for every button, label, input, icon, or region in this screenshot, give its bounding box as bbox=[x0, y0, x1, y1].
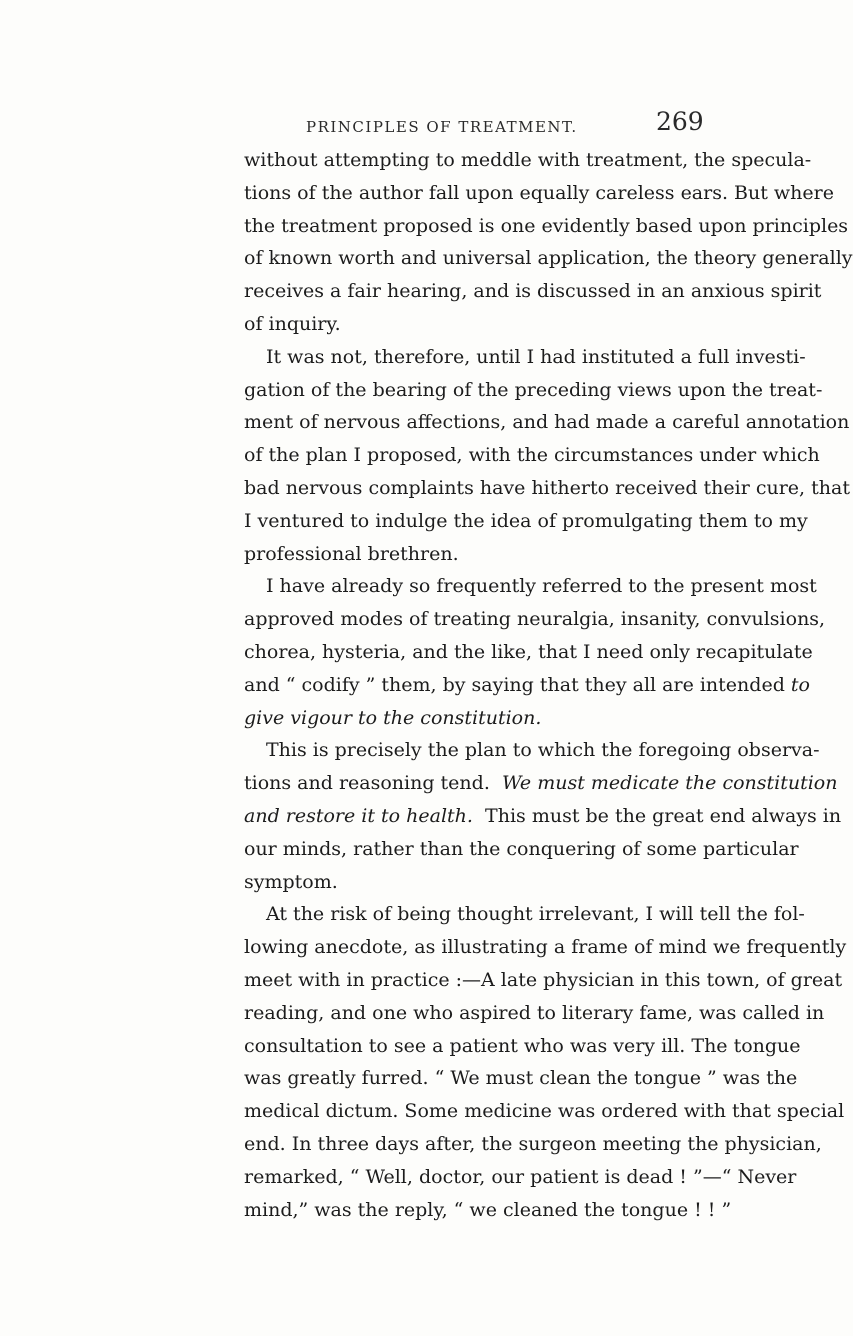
text-line: I have already so frequently referred to the present most bbox=[266, 575, 817, 598]
text-line: receives a fair hearing, and is discussed in an anxious spirit bbox=[244, 280, 822, 303]
text-line: medical dictum. Some medicine was ordered with that special bbox=[244, 1100, 845, 1123]
text-segment: and “ codify ” them, by saying that they all are intended bbox=[244, 673, 785, 696]
text-line: It was not, therefore, until I had instituted a full investi- bbox=[266, 345, 806, 368]
text-line: remarked, “ Well, doctor, our patient is dead ! ”—“ Never bbox=[244, 1165, 797, 1188]
running-head-title: PRINCIPLES OF TREATMENT. bbox=[306, 118, 578, 136]
text-line: was greatly furred. “ We must clean the tongue ” was the bbox=[244, 1067, 798, 1090]
text-line: approved modes of treating neuralgia, insanity, convulsions, bbox=[244, 608, 826, 631]
text-line: tions of the author fall upon equally careless ears. But where bbox=[244, 181, 834, 204]
text-line: of inquiry. bbox=[244, 312, 341, 335]
text-line: of the plan I proposed, with the circumstances under which bbox=[244, 444, 820, 467]
text-line bbox=[244, 702, 701, 735]
text-line bbox=[244, 800, 842, 833]
text-line: end. In three days after, the surgeon meeting the physician, bbox=[244, 1132, 822, 1155]
text-line: At the risk of being thought irrelevant, I will tell the fol- bbox=[266, 903, 805, 926]
text-line: of known worth and universal application, the theory generally bbox=[244, 247, 853, 270]
text-segment: tions and reasoning tend. bbox=[244, 772, 490, 795]
text-line: lowing anecdote, as illustrating a frame of mind we frequently bbox=[244, 936, 847, 959]
text-line: mind,” was the reply, “ we cleaned the tongue ! ! ” bbox=[244, 1198, 732, 1221]
text-line: bad nervous complaints have hitherto received their cure, that bbox=[244, 476, 850, 499]
text-line bbox=[244, 669, 810, 702]
italic-segment: We must medicate the constitution bbox=[501, 772, 838, 795]
text-line: ment of nervous affections, and had made a careful annotation bbox=[244, 411, 850, 434]
page-number: 269 bbox=[656, 107, 704, 136]
text-line: the treatment proposed is one evidently based upon principles bbox=[244, 214, 849, 237]
italic-segment: to bbox=[790, 673, 810, 696]
text-line: reading, and one who aspired to literary fame, was called in bbox=[244, 1001, 825, 1024]
text-line: our minds, rather than the conquering of some particular bbox=[244, 837, 799, 860]
text-line: gation of the bearing of the preceding views upon the treat- bbox=[244, 378, 823, 401]
text-segment: This must be the great end always in bbox=[485, 804, 842, 827]
text-line: meet with in practice :—A late physician in this town, of great bbox=[244, 968, 843, 991]
text-line: chorea, hysteria, and the like, that I need only recapitulate bbox=[244, 640, 813, 663]
italic-segment: and restore it to health. bbox=[244, 804, 473, 827]
text-line: without attempting to meddle with treatment, the specula- bbox=[244, 149, 812, 171]
text-line: I ventured to indulge the idea of promulgating them to my bbox=[244, 509, 808, 532]
text-line: symptom. bbox=[244, 870, 338, 893]
italic-segment: give vigour to the constitution. bbox=[244, 706, 542, 729]
text-line: consultation to see a patient who was very ill. The tongue bbox=[244, 1034, 801, 1057]
body-text bbox=[244, 144, 853, 1226]
text-line bbox=[244, 767, 838, 800]
text-line: This is precisely the plan to which the foregoing observa- bbox=[266, 739, 820, 762]
text-line: professional brethren. bbox=[244, 542, 459, 565]
